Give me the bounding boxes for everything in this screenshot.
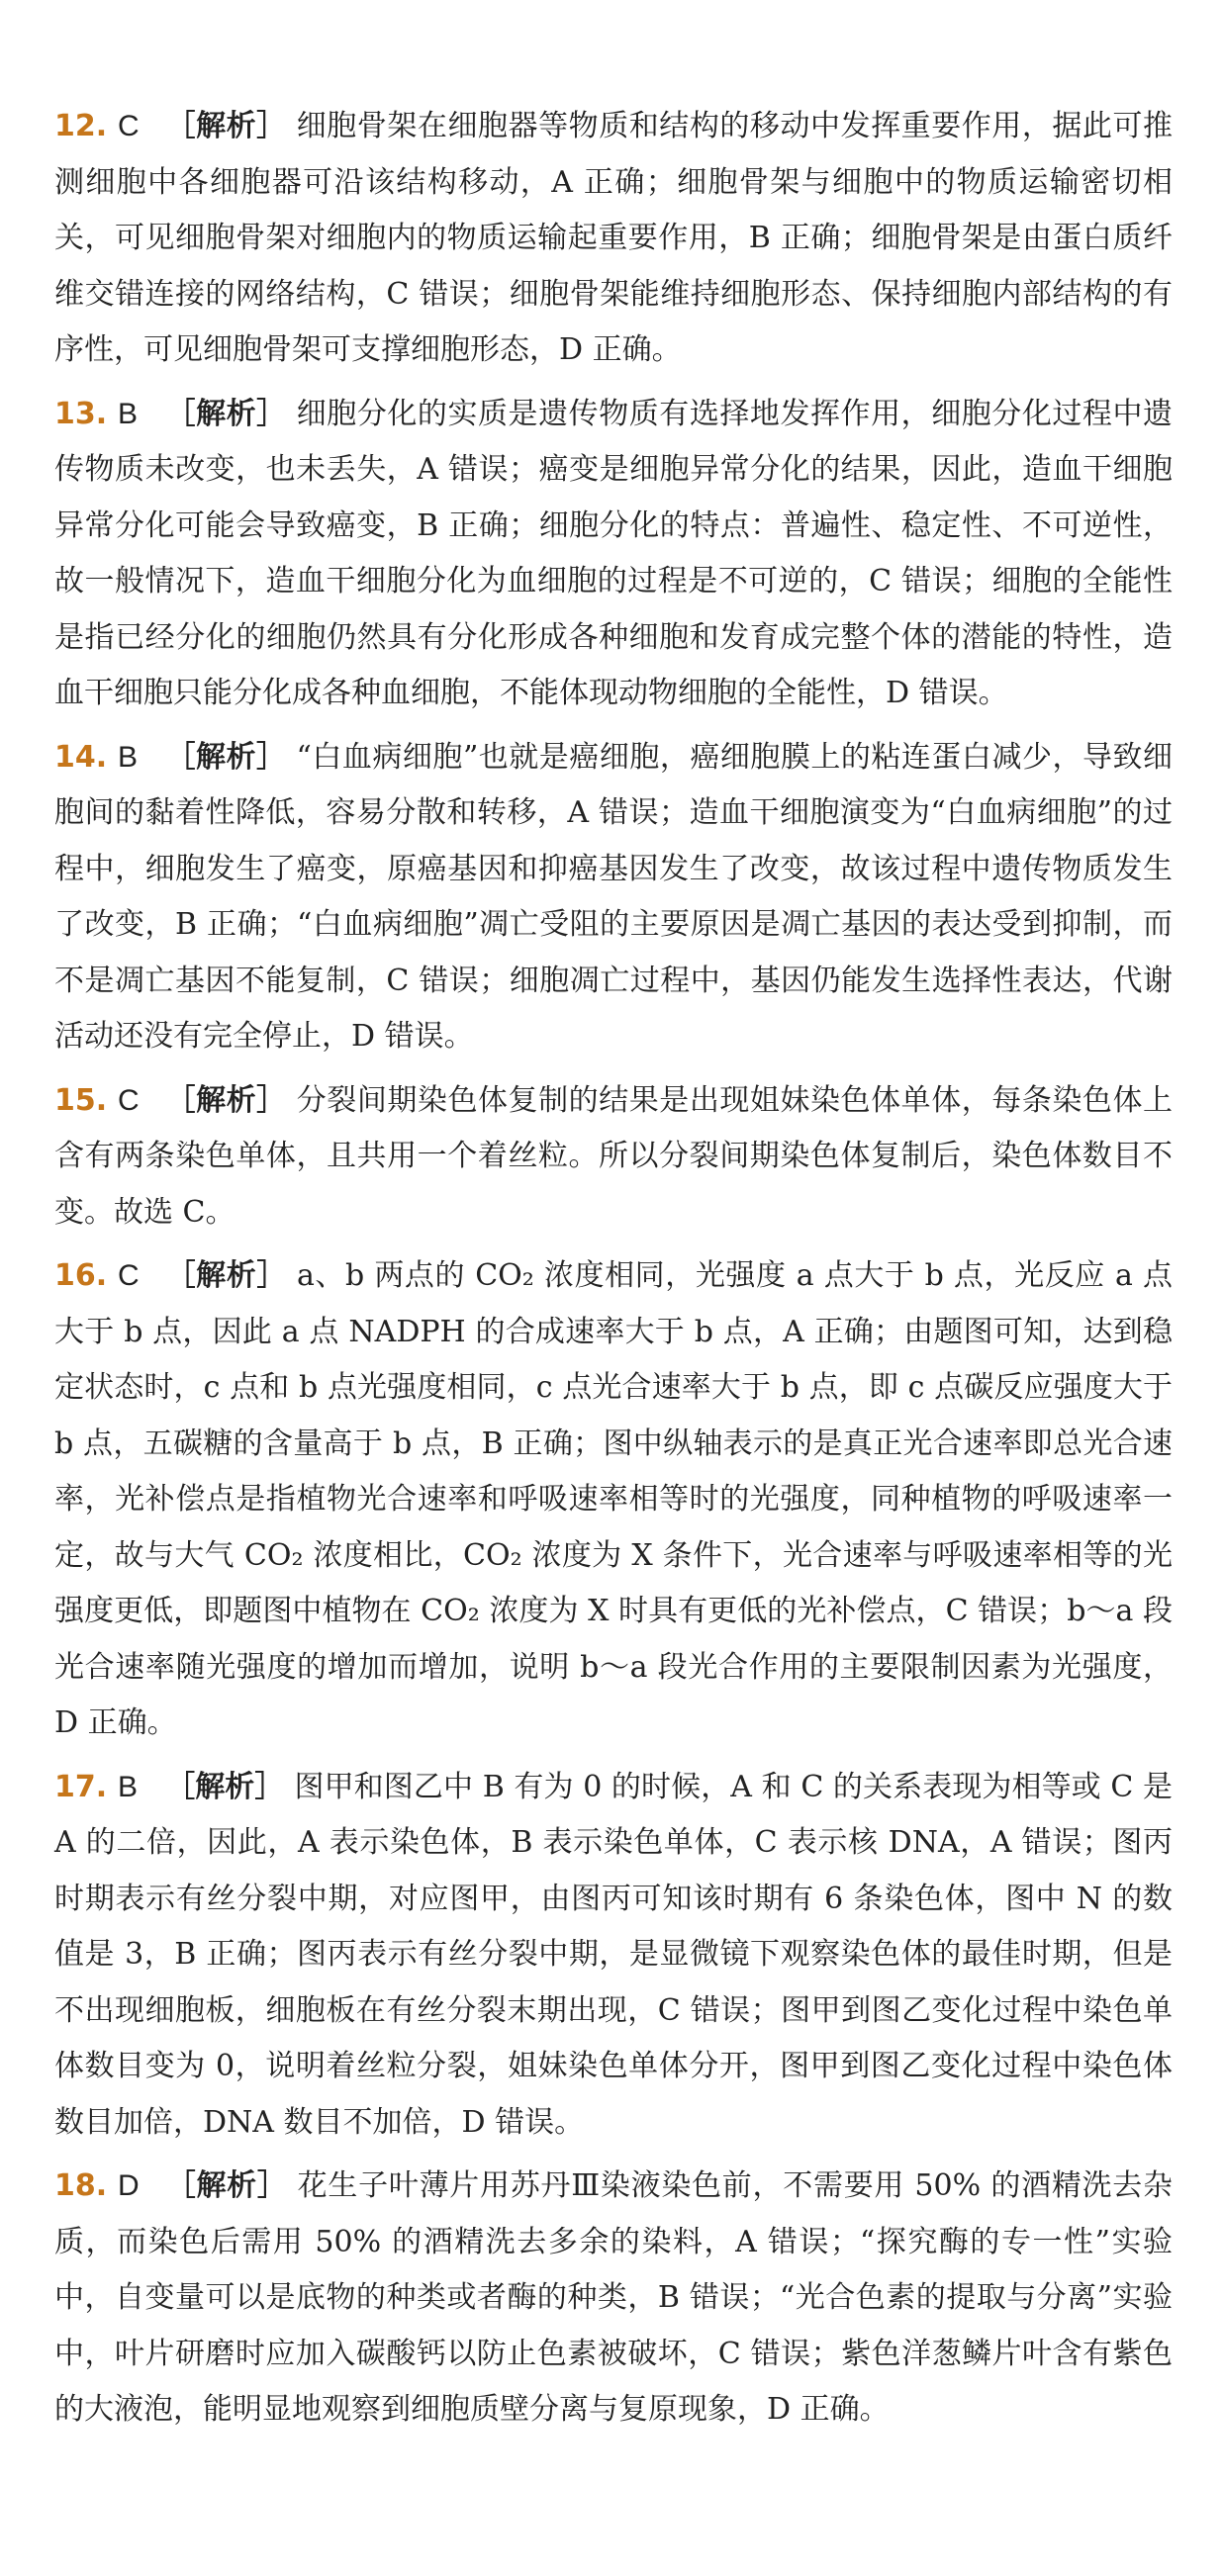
analysis-text: a、b 两点的 CO₂ 浓度相同，光强度 a 点大于 b 点，光反应 a 点大于 b 点，因此 a 点 NADPH 的合成速率大于 b 点，A 正确；由题图可知，达到稳定状态时，c 点和 b 点光强度相同，c 点光合速率大于 b 点，即 c 点碳反应强度大于 b 点，五碳糖的含量高于 b 点，B 正确；图中纵轴表示的是真正光合速率即总光合速率，光补偿点是指植物光合速率和呼吸速率相等时的光强度，同种植物的呼吸速率一定，故与大气 CO₂ 浓度相比，CO₂ 浓度为 X 条件下，光合速率与呼吸速率相等的光强度更低，即题图中植物在 CO₂ 浓度为 X 时具有更低的光补偿点，C 错误；b～a 段光合速率随光强度的增加而增加，说明 b～a 段光合作用的主要限制因素为光强度，D 正确。 <box>54 1258 1174 1740</box>
answer-choice: B <box>118 397 139 430</box>
question-number: 12. <box>54 109 108 143</box>
analysis-tag: ［解析］ <box>165 1258 287 1293</box>
answer-choice: B <box>118 1770 139 1803</box>
answer-item-17 <box>54 1760 1173 2152</box>
answer-item-15 <box>54 1073 1173 1242</box>
answer-page <box>54 99 1173 2446</box>
analysis-tag: ［解析］ <box>165 739 287 775</box>
analysis-text: 花生子叶薄片用苏丹Ⅲ染液染色前，不需要用 50% 的酒精洗去杂质，而染色后需用 50% 的酒精洗去多余的染料，A 错误；“探究酶的专一性”实验中，自变量可以是底物的种类或者酶的种类，B 错误；“光合色素的提取与分离”实验中，叶片研磨时应加入碳酸钙以防止色素被破坏，C 错误；紫色洋葱鳞片叶含有紫色的大液泡，能明显地观察到细胞质壁分离与复原现象，D 正确。 <box>54 2168 1174 2427</box>
analysis-text: 细胞分化的实质是遗传物质有选择地发挥作用，细胞分化过程中遗传物质未改变，也未丢失，A 错误；癌变是细胞异常分化的结果，因此，造血干细胞异常分化可能会导致癌变，B 正确；细胞分化的特点：普遍性、稳定性、不可逆性，故一般情况下，造血干细胞分化为血细胞的过程是不可逆的，C 错误；细胞的全能性是指已经分化的细胞仍然具有分化形成各种细胞和发育成完整个体的潜能的特性，造血干细胞只能分化成各种血细胞，不能体现动物细胞的全能性，D 错误。 <box>54 396 1174 710</box>
analysis-tag: ［解析］ <box>165 1082 287 1118</box>
answer-choice: D <box>118 2169 140 2202</box>
answer-choice: C <box>118 110 140 142</box>
answer-item-12 <box>54 99 1173 379</box>
analysis-text: 细胞骨架在细胞器等物质和结构的移动中发挥重要作用，据此可推测细胞中各细胞器可沿该结构移动，A 正确；细胞骨架与细胞中的物质运输密切相关，可见细胞骨架对细胞内的物质运输起重要作用，B 正确；细胞骨架是由蛋白质纤维交错连接的网络结构，C 错误；细胞骨架能维持细胞形态、保持细胞内部结构的有序性，可见细胞骨架可支撑细胞形态，D 正确。 <box>54 109 1174 367</box>
question-number: 18. <box>54 2168 108 2203</box>
analysis-text: 分裂间期染色体复制的结果是出现姐妹染色体单体，每条染色体上含有两条染色单体，且共用一个着丝粒。所以分裂间期染色体复制后，染色体数目不变。故选 C。 <box>54 1082 1174 1230</box>
question-number: 16. <box>54 1258 108 1293</box>
analysis-text: 图甲和图乙中 B 有为 0 的时候，A 和 C 的关系表现为相等或 C 是 A 的二倍，因此，A 表示染色体，B 表示染色单体，C 表示核 DNA，A 错误；图丙时期表示有丝分裂中期，对应图甲，由图丙可知该时期有 6 条染色体，图中 N 的数值是 3，B 正确；图丙表示有丝分裂中期，是显微镜下观察染色体的最佳时期，但是不出现细胞板，细胞板在有丝分裂末期出现，C 错误；图甲到图乙变化过程中染色单体数目变为 0，说明着丝粒分裂，姐妹染色单体分开，图甲到图乙变化过程中染色体数目加倍，DNA 数目不加倍，D 错误。 <box>54 1769 1174 2140</box>
answer-item-13 <box>54 387 1173 722</box>
question-number: 15. <box>54 1082 108 1118</box>
analysis-tag: ［解析］ <box>165 109 287 143</box>
analysis-tag: ［解析］ <box>165 2168 288 2203</box>
analysis-tag: ［解析］ <box>165 396 287 431</box>
question-number: 13. <box>54 396 108 431</box>
answer-choice: B <box>118 740 139 774</box>
analysis-tag: ［解析］ <box>165 1769 285 1804</box>
answer-item-14 <box>54 730 1173 1065</box>
answer-item-18 <box>54 2159 1173 2438</box>
answer-choice: C <box>118 1083 140 1117</box>
answer-choice: C <box>118 1259 140 1292</box>
question-number: 14. <box>54 739 108 775</box>
answer-item-16 <box>54 1248 1173 1752</box>
question-number: 17. <box>54 1769 108 1804</box>
analysis-text: “白血病细胞”也就是癌细胞，癌细胞膜上的粘连蛋白减少，导致细胞间的黏着性降低，容易分散和转移，A 错误；造血干细胞演变为“白血病细胞”的过程中，细胞发生了癌变，原癌基因和抑癌基因发生了改变，故该过程中遗传物质发生了改变，B 正确；“白血病细胞”凋亡受阻的主要原因是凋亡基因的表达受到抑制，而不是凋亡基因不能复制，C 错误；细胞凋亡过程中，基因仍能发生选择性表达，代谢活动还没有完全停止，D 错误。 <box>54 739 1173 1054</box>
